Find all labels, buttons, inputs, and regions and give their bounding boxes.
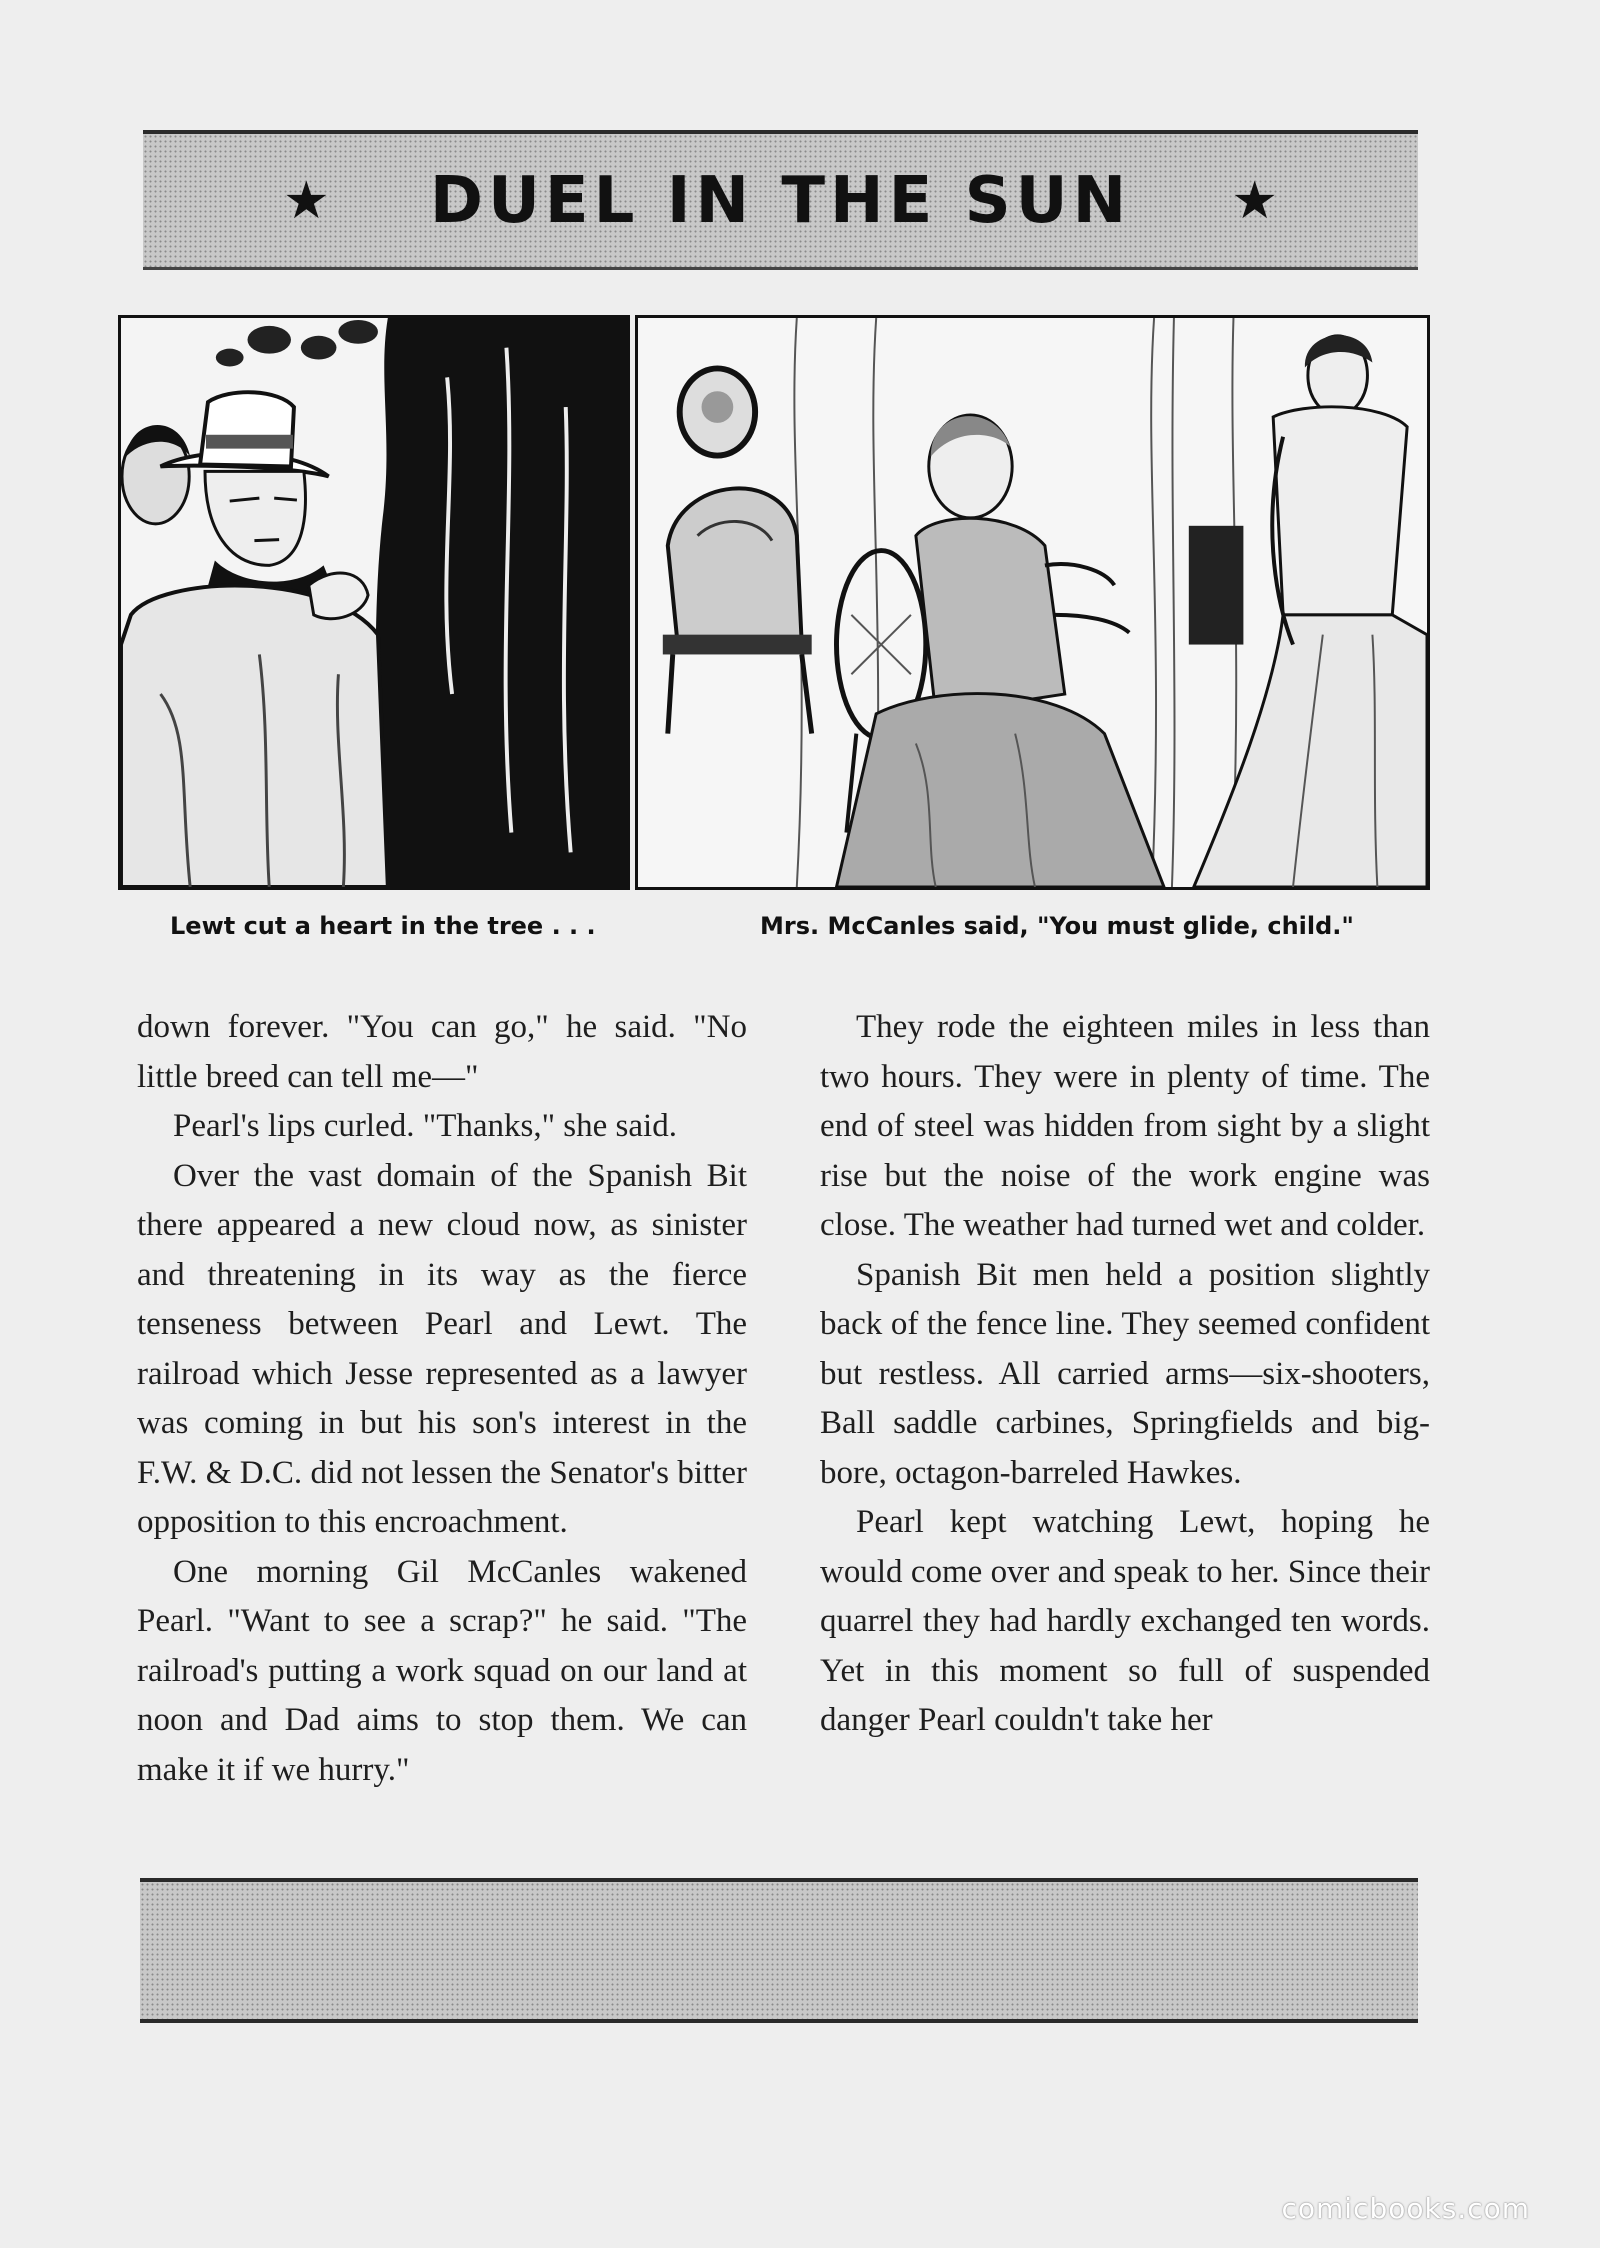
illustration-man-in-hat — [118, 315, 630, 890]
paragraph: Over the vast domain of the Spanish Bit there appeared a new cloud now, as sinister and threatening in its way as the fierce tenseness between Pearl and Lewt. The railroad which Jesse represented as a lawyer was coming in but his son's interest in the F.W. & D.C. did not lessen the Senator's bitter opposition to this encroachment. — [137, 1157, 747, 1540]
paragraph: Spanish Bit men held a position slightly back of the fence line. They seemed confident but restless. All carried arms—six-shooters, Ball saddle carbines, Springfields and big-bore, octagon-barreled Hawkes. — [820, 1256, 1430, 1491]
watermark: comicbooks.com — [1281, 2192, 1530, 2225]
caption-left: Lewt cut a heart in the tree . . . — [170, 912, 596, 940]
star-icon-right: ★ — [1231, 170, 1278, 231]
star-icon-left: ★ — [283, 170, 330, 231]
bottom-banner — [140, 1878, 1418, 2023]
paragraph: One morning Gil McCanles wakened Pearl. "Want to see a scrap?" he said. "The railroad's putting a work squad on our land at noon and Dad aims to stop them. We can make it if we hurry." — [137, 1553, 747, 1788]
illustration-parlor-scene — [635, 315, 1430, 890]
paragraph: Pearl kept watching Lewt, hoping he would come over and speak to her. Since their quarrel they had hardly exchanged ten words. Yet in this moment so full of suspended danger Pearl couldn't take her — [820, 1504, 1430, 1738]
paragraph: They rode the eighteen miles in less than two hours. They were in plenty of time. The end of steel was hidden from sight by a slight rise but the noise of the work engine was close. The weather had turned wet and colder. — [820, 1009, 1430, 1243]
title-banner — [143, 130, 1418, 270]
paragraph: down forever. "You can go," he said. "No little breed can tell me—" — [137, 1009, 747, 1095]
story-column-right — [820, 1003, 1430, 1746]
man-by-tree-drawing — [121, 318, 627, 887]
women-in-parlor-drawing — [638, 318, 1427, 887]
paragraph: Pearl's lips curled. "Thanks," she said. — [173, 1108, 677, 1144]
story-column-left — [137, 1003, 747, 1795]
story-title: DUEL IN THE SUN — [429, 163, 1132, 238]
caption-right: Mrs. McCanles said, "You must glide, child." — [760, 912, 1354, 940]
